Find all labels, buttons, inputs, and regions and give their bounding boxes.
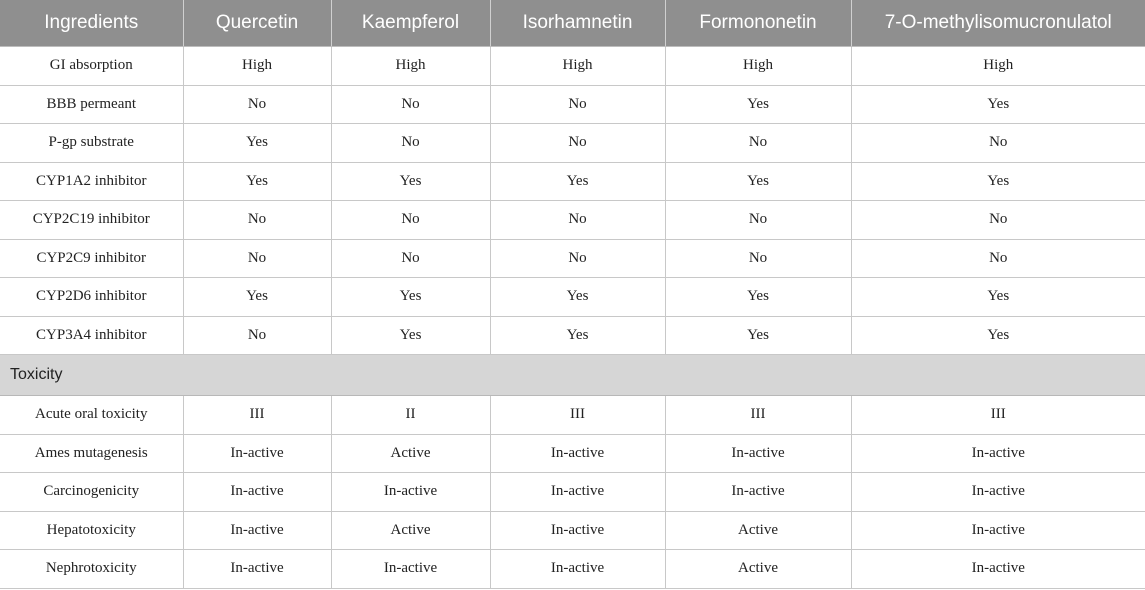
table-cell: High [851,47,1145,86]
table-row [0,473,1145,512]
table-cell: In-active [851,550,1145,589]
table-cell: Active [331,511,490,550]
table-cell: In-active [490,511,665,550]
row-label: Ames mutagenesis [0,434,183,473]
table-cell: Yes [851,162,1145,201]
row-label: Nephrotoxicity [0,550,183,589]
table-cell: Yes [851,85,1145,124]
table-cell: In-active [183,434,331,473]
column-header: Formononetin [665,0,851,47]
table-cell: Yes [490,162,665,201]
table-row [0,278,1145,317]
table-cell: Yes [331,278,490,317]
table-cell: In-active [851,434,1145,473]
table-cell: No [331,239,490,278]
table-cell: In-active [665,434,851,473]
column-header: Ingredients [0,0,183,47]
table-row [0,162,1145,201]
table-cell: In-active [490,473,665,512]
table-cell: No [331,201,490,240]
table-cell: Yes [490,278,665,317]
column-header: 7-O-methylisomucronulatol [851,0,1145,47]
table-cell: In-active [183,550,331,589]
table-cell: No [665,201,851,240]
column-header: Kaempferol [331,0,490,47]
table-cell: In-active [490,434,665,473]
table-cell: III [183,396,331,435]
table-cell: No [331,85,490,124]
row-label: P-gp substrate [0,124,183,163]
table-cell: No [183,239,331,278]
table-cell: III [665,396,851,435]
row-label: Hepatotoxicity [0,511,183,550]
section-row [0,355,1145,396]
row-label: GI absorption [0,47,183,86]
table-cell: In-active [331,473,490,512]
table-cell: Yes [851,316,1145,355]
table-cell: III [490,396,665,435]
table-cell: Yes [183,278,331,317]
table-cell: No [331,124,490,163]
table-row [0,316,1145,355]
row-label: Carcinogenicity [0,473,183,512]
table-cell: High [490,47,665,86]
row-label: BBB permeant [0,85,183,124]
table-cell: No [851,239,1145,278]
table-cell: High [665,47,851,86]
table-cell: Yes [183,162,331,201]
table-row [0,239,1145,278]
table-cell: No [490,85,665,124]
table-cell: No [183,201,331,240]
section-label: Toxicity [0,355,1145,396]
table-cell: No [665,124,851,163]
table-row [0,511,1145,550]
table-cell: Active [331,434,490,473]
table-row [0,550,1145,589]
table-cell: Active [665,550,851,589]
table-cell: Yes [665,278,851,317]
table-cell: In-active [183,511,331,550]
table-cell: III [851,396,1145,435]
table-cell: Yes [331,162,490,201]
table-cell: Yes [851,278,1145,317]
table-cell: Active [665,511,851,550]
row-label: CYP2C9 inhibitor [0,239,183,278]
table-cell: No [490,124,665,163]
column-header: Isorhamnetin [490,0,665,47]
table-cell: Yes [665,316,851,355]
table-cell: No [665,239,851,278]
table-cell: High [183,47,331,86]
table-cell: No [183,85,331,124]
table-row [0,47,1145,86]
table-cell: High [331,47,490,86]
row-label: CYP2C19 inhibitor [0,201,183,240]
table-cell: No [183,316,331,355]
table-cell: II [331,396,490,435]
column-header: Quercetin [183,0,331,47]
header-row [0,0,1145,47]
table-cell: Yes [665,85,851,124]
row-label: Acute oral toxicity [0,396,183,435]
table-cell: No [490,239,665,278]
table-row [0,124,1145,163]
table-cell: Yes [331,316,490,355]
table-cell: No [851,124,1145,163]
table-cell: In-active [183,473,331,512]
table-cell: Yes [665,162,851,201]
table-cell: No [490,201,665,240]
table-cell: Yes [183,124,331,163]
table-cell: In-active [851,511,1145,550]
table-row [0,434,1145,473]
row-label: CYP3A4 inhibitor [0,316,183,355]
table-cell: In-active [665,473,851,512]
row-label: CYP2D6 inhibitor [0,278,183,317]
table-row [0,396,1145,435]
table-row [0,85,1145,124]
table-cell: In-active [851,473,1145,512]
table-cell: In-active [490,550,665,589]
row-label: CYP1A2 inhibitor [0,162,183,201]
table-header [0,0,1145,47]
table-row [0,201,1145,240]
table-cell: No [851,201,1145,240]
table-cell: Yes [490,316,665,355]
table-cell: In-active [331,550,490,589]
table-body [0,47,1145,589]
